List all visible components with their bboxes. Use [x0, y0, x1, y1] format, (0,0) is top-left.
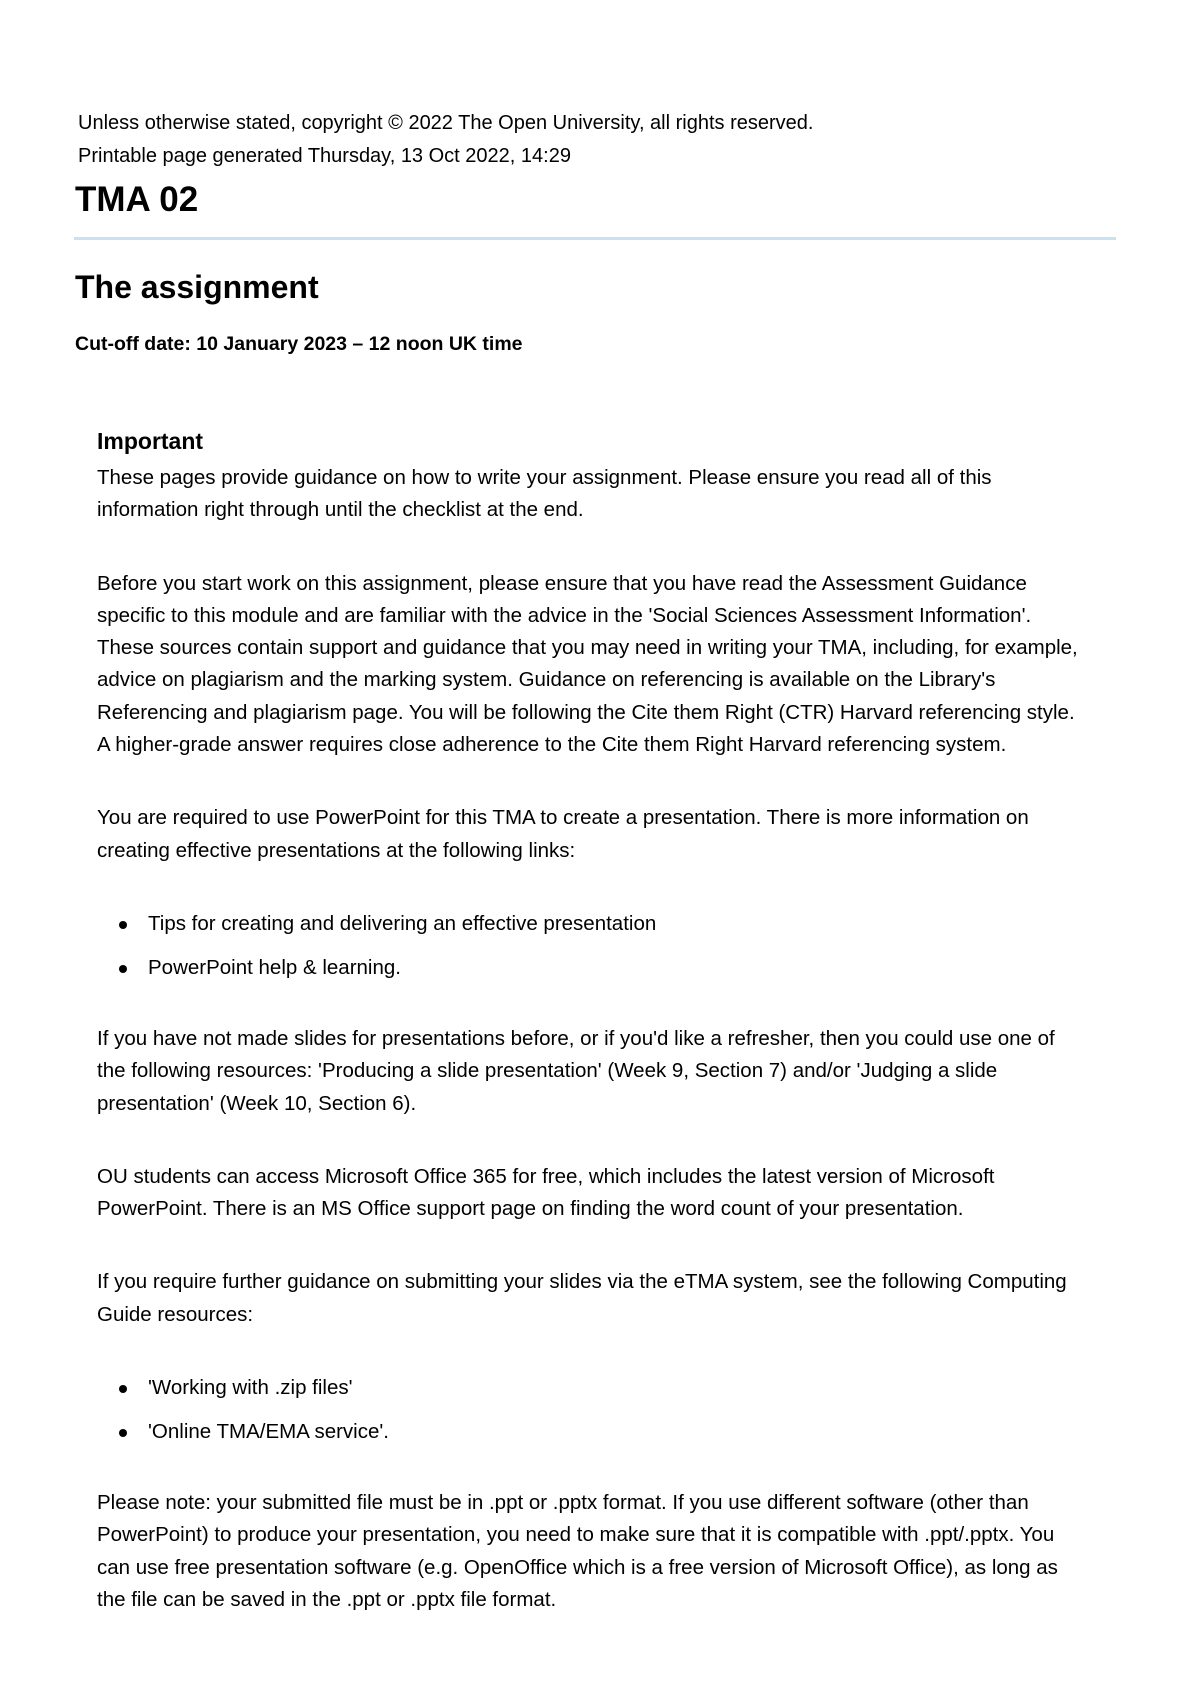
- paragraph-etma-guidance: If you require further guidance on submitting your slides via the eTMA system, see the following Computing Guide resources:: [97, 1270, 1067, 1326]
- bullet-icon: [119, 965, 127, 973]
- link-online-tma-service[interactable]: 'Online TMA/EMA service'.: [148, 1420, 389, 1444]
- list-item[interactable]: [97, 952, 1087, 984]
- page-title: TMA 02: [75, 180, 199, 219]
- link-tips-presentation[interactable]: Tips for creating and delivering an effective presentation: [148, 911, 657, 935]
- bullet-icon: [119, 1429, 127, 1437]
- list-item[interactable]: [97, 1416, 1087, 1448]
- presentation-links-list: [97, 908, 1087, 984]
- link-zip-files[interactable]: 'Working with .zip files': [148, 1376, 353, 1400]
- paragraph-slide-resources: If you have not made slides for presentations before, or if you'd like a refresher, then you could use one of the following resources: 'Producing a slide presentation' (Week 9, Section 7) and/or 'Judging a slide presentation' (Week 10, Section 6).: [97, 1026, 1055, 1115]
- cutoff-date: Cut-off date: 10 January 2023 – 12 noon UK time: [75, 333, 523, 355]
- title-divider: [74, 237, 1116, 240]
- link-powerpoint-help[interactable]: PowerPoint help & learning.: [148, 955, 401, 979]
- paragraph-file-format: Please note: your submitted file must be in .ppt or .pptx format. If you use different software (other than PowerPoint) to produce your presentation, you need to make sure that it is compatible with .ppt/.pptx. You can use free presentation software (e.g. OpenOffice which is a free version of Microsoft Office), as long as the file can be saved in the .ppt or .pptx file format.: [97, 1491, 1058, 1611]
- paragraph-office-365: OU students can access Microsoft Office 365 for free, which includes the latest version of Microsoft PowerPoint. There is an MS Office support page on finding the word count of your presentation.: [97, 1164, 995, 1221]
- copyright-notice: Unless otherwise stated, copyright © 2022 The Open University, all rights reserved.: [78, 112, 814, 134]
- generated-timestamp: Printable page generated Thursday, 13 Oct 2022, 14:29: [78, 145, 571, 167]
- important-heading: Important: [97, 428, 204, 454]
- bullet-icon: [119, 1385, 127, 1393]
- important-box: [97, 426, 1087, 1616]
- bullet-icon: [119, 921, 127, 929]
- paragraph-powerpoint-required: You are required to use PowerPoint for this TMA to create a presentation. There is more information on creating effective presentations at the following links:: [97, 806, 1029, 862]
- computing-links-list: [97, 1372, 1087, 1448]
- list-item[interactable]: [97, 908, 1087, 940]
- section-heading: The assignment: [75, 269, 319, 305]
- paragraph-intro: These pages provide guidance on how to write your assignment. Please ensure you read all of this information right through until the checklist at the end.: [97, 466, 992, 522]
- paragraph-assessment-guidance: Before you start work on this assignment, please ensure that you have read the Assessment Guidance specific to this module and are familiar with the advice in the 'Social Sciences Assessment Information'. These sources contain support and guidance that you may need in writing your TMA, including, for example, advice on plagiarism and the marking system. Guidance on referencing is available on the Library's Referencing and plagiarism page. You will be following the Cite them Right (CTR) Harvard referencing style. A higher-grade answer requires close adherence to the Cite them Right Harvard referencing system.: [97, 571, 1078, 757]
- list-item[interactable]: [97, 1372, 1087, 1404]
